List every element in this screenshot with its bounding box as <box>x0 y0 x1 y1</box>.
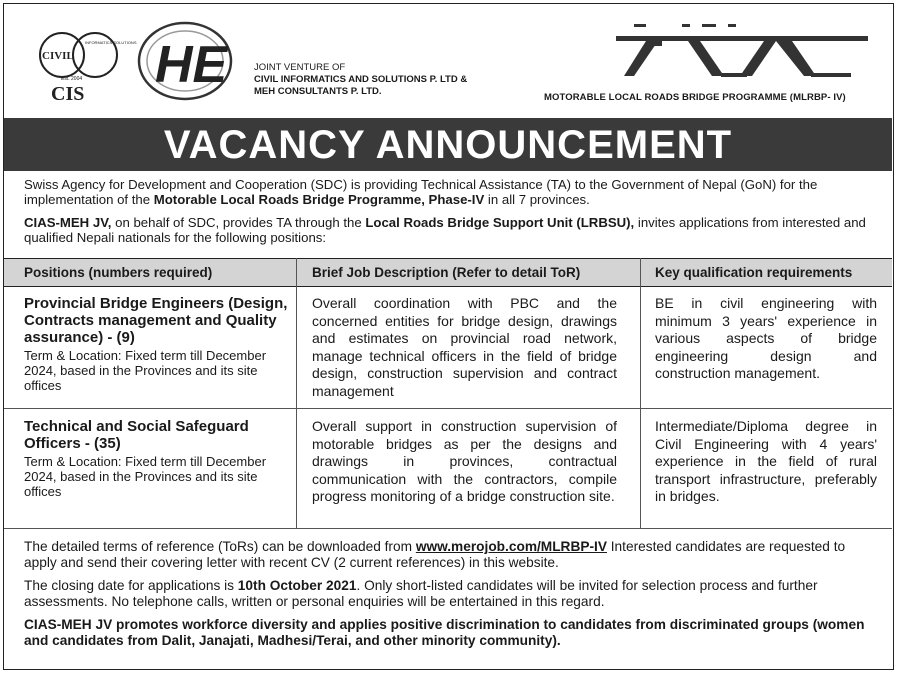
footer-paragraph-2: The closing date for applications is 10th October 2021. Only short-listed candidates will be invited for selection process and further assessments. No telephone calls, written or personal enquiries will be entertained in this regard. <box>24 578 818 609</box>
row-divider <box>4 528 892 529</box>
table-row-1-description: Overall coordination with PBC and the concerned entities for bridge design, drawings and estimates on provincial road network, manage technical officers in the field of bridge design, construction supervision and contract management <box>312 295 617 399</box>
position-term: Term & Location: Fixed term till December 2024, based in the Provinces and its site offices <box>24 454 267 499</box>
table-row-2-position <box>24 418 289 499</box>
header-positions: Positions (numbers required) <box>24 265 213 280</box>
announcement-frame <box>3 3 894 670</box>
row-divider <box>4 408 892 409</box>
footer-notes <box>24 539 879 656</box>
header-qualification: Key qualification requirements <box>655 265 853 280</box>
jv-line2: MEH CONSULTANTS P. LTD. <box>254 86 382 97</box>
he-logo <box>137 16 247 106</box>
closing-date: 10th October 2021 <box>237 578 357 593</box>
cis-logo <box>37 22 137 112</box>
jv-label: JOINT VENTURE OF <box>254 62 346 73</box>
footer-paragraph-1: The detailed terms of reference (ToRs) can be downloaded from www.merojob.com/MLRBP-IV Interested candidates are requested to apply and send their covering letter with recent CV (2 current references) in this website. <box>24 539 846 570</box>
position-term: Term & Location: Fixed term till December 2024, based in the Provinces and its site offices <box>24 348 267 393</box>
intro-paragraph-1: Swiss Agency for Development and Cooperation (SDC) is providing Technical Assistance (TA) to the Government of Nepal (GoN) for the implementation of the Motorable Local Roads Bridge Programme, Phase-IV in all 7 provinces. <box>24 177 818 207</box>
intro <box>24 177 879 253</box>
intro-paragraph-2: CIAS-MEH JV, on behalf of SDC, provides TA through the Local Roads Bridge Support Unit (LRBSU), invites applications from interested and qualified Nepali nationals for the following positions: <box>24 215 866 245</box>
cis-logo-top: CIVIL <box>42 50 74 62</box>
jv-block <box>254 62 467 98</box>
position-title: Technical and Social Safeguard Officers - (35) <box>24 418 249 452</box>
cis-logo-year: Est. 2004 <box>61 76 83 82</box>
header <box>4 4 892 116</box>
he-logo-text: HE <box>155 36 228 94</box>
table-header <box>4 258 892 287</box>
tor-download-link[interactable]: www.merojob.com/MLRBP-IV <box>415 539 607 554</box>
footer-paragraph-3: CIAS-MEH JV promotes workforce diversity and applies positive discrimination to candidates from discriminated groups (women and candidates from Dalit, Janajati, Madhesi/Terai, and other minority community). <box>24 617 865 648</box>
table-row-2-description: Overall support in construction supervision of motorable bridges as per the designs and drawings in provinces, contractual communication with the contractors, compile progress monitoring of a bridge construction site. <box>312 418 617 504</box>
cis-logo-side: INFORMATICS SOLUTIONS <box>85 40 137 45</box>
table-row-1-position <box>24 295 289 393</box>
bridge-logo <box>616 18 868 88</box>
programme-name: MOTORABLE LOCAL ROADS BRIDGE PROGRAMME (MLRBP- IV) <box>544 92 846 103</box>
banner <box>4 118 892 171</box>
banner-title: VACANCY ANNOUNCEMENT <box>163 123 733 167</box>
column-divider <box>640 258 641 529</box>
position-title: Provincial Bridge Engineers (Design, Contracts management and Quality assurance) - (9) <box>24 295 288 346</box>
jv-line1: CIVIL INFORMATICS AND SOLUTIONS P. LTD & <box>254 74 468 85</box>
column-divider <box>296 258 297 529</box>
table-row-1-qualification: BE in civil engineering with minimum 3 years' experience in various aspects of bridge engineering design and construction management. <box>655 295 877 381</box>
header-description: Brief Job Description (Refer to detail ToR) <box>312 265 581 280</box>
table-row-2-qualification: Intermediate/Diploma degree in Civil Engineering with 4 years' experience in the field of rural transport infrastructure, preferably in bridges. <box>655 418 877 504</box>
cis-logo-bottom: CIS <box>51 83 85 105</box>
